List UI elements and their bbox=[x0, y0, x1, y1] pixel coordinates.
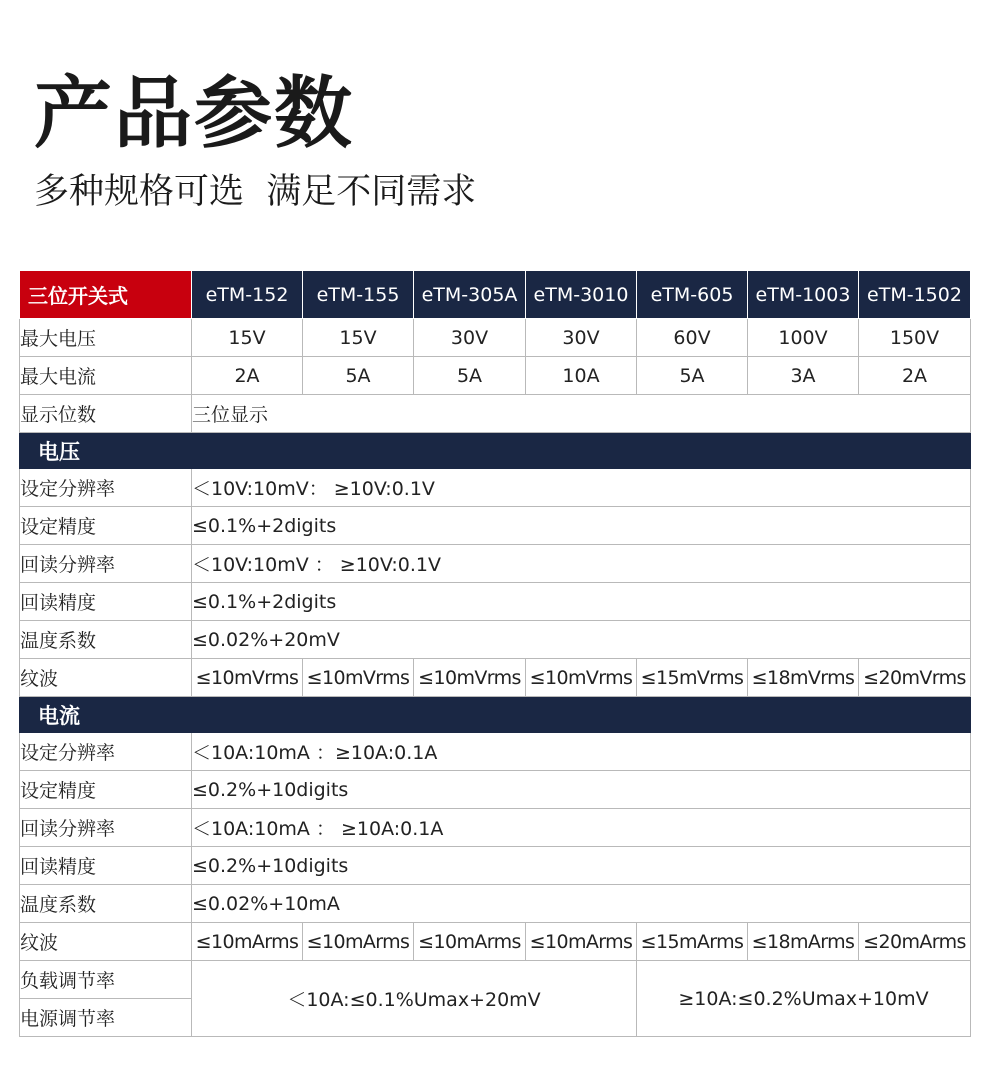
row-label: 电源调节率 bbox=[20, 999, 192, 1037]
row-label: 设定分辨率 bbox=[20, 469, 192, 507]
table-cell: 30V bbox=[526, 319, 637, 357]
current-set-accuracy-row bbox=[20, 771, 971, 809]
spec-table bbox=[19, 270, 971, 1037]
table-cell: ≤18mVrms bbox=[748, 659, 859, 697]
current-section-row bbox=[20, 697, 971, 733]
current-temp-coefficient-row bbox=[20, 885, 971, 923]
model-header: eTM-1502 bbox=[859, 271, 971, 319]
table-cell: 3A bbox=[748, 357, 859, 395]
table-cell: 2A bbox=[192, 357, 303, 395]
row-label: 最大电流 bbox=[20, 357, 192, 395]
table-cell: 三位显示 bbox=[192, 395, 971, 433]
table-cell: ≤10mArms bbox=[192, 923, 303, 961]
row-label: 设定分辨率 bbox=[20, 733, 192, 771]
voltage-set-resolution-row bbox=[20, 469, 971, 507]
table-cell: 10A bbox=[526, 357, 637, 395]
table-cell: ≤10mArms bbox=[414, 923, 526, 961]
voltage-readback-accuracy-row bbox=[20, 583, 971, 621]
row-label: 设定精度 bbox=[20, 507, 192, 545]
row-label: 温度系数 bbox=[20, 885, 192, 923]
table-cell: 5A bbox=[637, 357, 748, 395]
table-cell: ＜10A:10mA ：≥10A:0.1A bbox=[192, 733, 971, 771]
table-cell: ＜10A:10mA ： ≥10A:0.1A bbox=[192, 809, 971, 847]
table-cell: 15V bbox=[303, 319, 414, 357]
table-cell: ≤20mVrms bbox=[859, 659, 971, 697]
table-cell: 150V bbox=[859, 319, 971, 357]
table-cell: ≤15mArms bbox=[637, 923, 748, 961]
model-header-row bbox=[20, 271, 971, 319]
current-readback-resolution-row bbox=[20, 809, 971, 847]
table-cell: ≤0.02%+10mA bbox=[192, 885, 971, 923]
table-cell: 2A bbox=[859, 357, 971, 395]
table-cell: ≤10mVrms bbox=[192, 659, 303, 697]
voltage-readback-resolution-row bbox=[20, 545, 971, 583]
voltage-ripple-row bbox=[20, 659, 971, 697]
table-cell: ＜10V:10mV： ≥10V:0.1V bbox=[192, 469, 971, 507]
model-header: eTM-1003 bbox=[748, 271, 859, 319]
row-label: 最大电压 bbox=[20, 319, 192, 357]
model-header: eTM-605 bbox=[637, 271, 748, 319]
table-cell: ≤10mArms bbox=[526, 923, 637, 961]
row-label: 回读精度 bbox=[20, 847, 192, 885]
table-cell: ≤0.2%+10digits bbox=[192, 771, 971, 809]
table-cell: ≤0.1%+2digits bbox=[192, 507, 971, 545]
voltage-set-accuracy-row bbox=[20, 507, 971, 545]
load-regulation-row bbox=[20, 961, 971, 999]
table-cell: ≤18mArms bbox=[748, 923, 859, 961]
table-cell: 15V bbox=[192, 319, 303, 357]
table-cell: ≤0.02%+20mV bbox=[192, 621, 971, 659]
table-cell: ≤0.2%+10digits bbox=[192, 847, 971, 885]
row-label: 负载调节率 bbox=[20, 961, 192, 999]
current-section-heading: 电流 bbox=[20, 697, 971, 733]
table-cell: 60V bbox=[637, 319, 748, 357]
model-header: eTM-155 bbox=[303, 271, 414, 319]
switch-type-label: 三位开关式 bbox=[20, 271, 192, 319]
max-current-row bbox=[20, 357, 971, 395]
row-label: 纹波 bbox=[20, 923, 192, 961]
table-cell: ≤10mArms bbox=[303, 923, 414, 961]
table-cell: ≥10A:≤0.2%Umax+10mV bbox=[637, 961, 971, 1037]
table-cell: 100V bbox=[748, 319, 859, 357]
table-cell: ≤20mArms bbox=[859, 923, 971, 961]
row-label: 纹波 bbox=[20, 659, 192, 697]
current-ripple-row bbox=[20, 923, 971, 961]
voltage-temp-coefficient-row bbox=[20, 621, 971, 659]
table-cell: ＜10A:≤0.1%Umax+20mV bbox=[192, 961, 637, 1037]
table-cell: ≤15mVrms bbox=[637, 659, 748, 697]
display-digits-row bbox=[20, 395, 971, 433]
voltage-section-heading: 电压 bbox=[20, 433, 971, 469]
table-cell: 5A bbox=[414, 357, 526, 395]
model-header: eTM-152 bbox=[192, 271, 303, 319]
model-header: eTM-305A bbox=[414, 271, 526, 319]
row-label: 回读分辨率 bbox=[20, 545, 192, 583]
table-cell: ＜10V:10mV ： ≥10V:0.1V bbox=[192, 545, 971, 583]
row-label: 设定精度 bbox=[20, 771, 192, 809]
row-label: 回读精度 bbox=[20, 583, 192, 621]
table-cell: ≤10mVrms bbox=[414, 659, 526, 697]
table-cell: ≤10mVrms bbox=[303, 659, 414, 697]
voltage-section-row bbox=[20, 433, 971, 469]
row-label: 回读分辨率 bbox=[20, 809, 192, 847]
model-header: eTM-3010 bbox=[526, 271, 637, 319]
row-label: 显示位数 bbox=[20, 395, 192, 433]
table-cell: ≤10mVrms bbox=[526, 659, 637, 697]
max-voltage-row bbox=[20, 319, 971, 357]
page-title: 产品参数 bbox=[34, 69, 355, 159]
row-label: 温度系数 bbox=[20, 621, 192, 659]
table-cell: 5A bbox=[303, 357, 414, 395]
table-cell: 30V bbox=[414, 319, 526, 357]
current-readback-accuracy-row bbox=[20, 847, 971, 885]
page-subtitle: 多种规格可选 满足不同需求 bbox=[34, 172, 477, 212]
current-set-resolution-row bbox=[20, 733, 971, 771]
table-cell: ≤0.1%+2digits bbox=[192, 583, 971, 621]
